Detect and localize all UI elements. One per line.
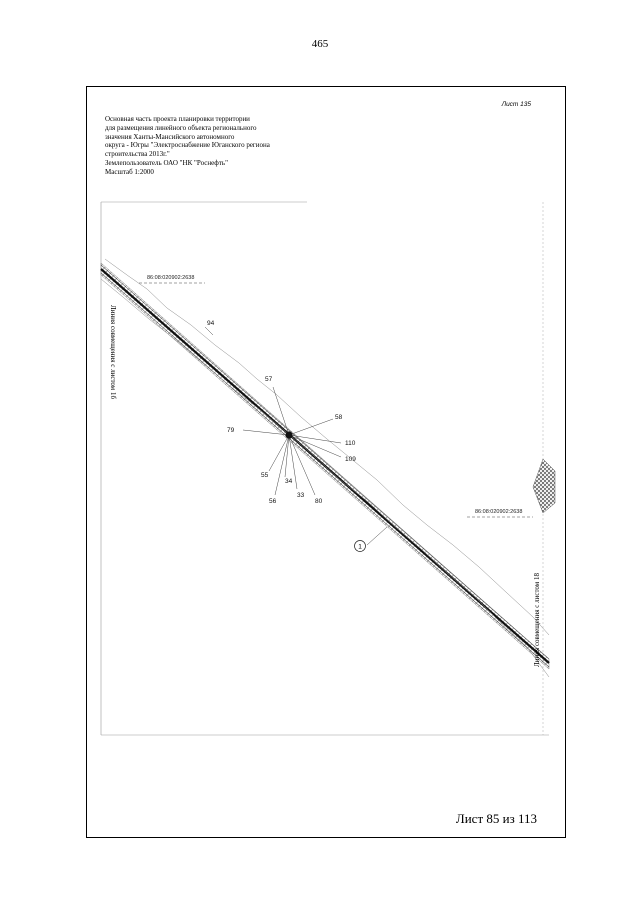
point-label-79: 79 [227,427,235,434]
parcel-boundary [101,279,549,677]
point-label-94: 94 [207,320,215,327]
point-label-80: 80 [315,498,323,505]
title-line: строительства 2013г." [105,150,170,159]
object-marker-label: 1 [358,543,362,551]
node-point [285,431,292,438]
sheet-label: Лист 135 [501,101,531,108]
parcel-boundary [105,259,549,635]
hatched-area [533,459,555,513]
point-label-58: 58 [335,414,343,421]
title-line: Землепользователь ОАО "НК "Роснефть" [105,158,228,167]
point-label-56: 56 [269,498,277,505]
sheet-counter: Лист 85 из 113 [455,811,537,826]
point-label-34: 34 [285,478,293,485]
object-marker [355,527,388,552]
match-line-left: Линия совмещения с листом 1б [109,305,117,400]
survey-node [205,327,341,495]
point-label-57: 57 [265,376,273,383]
point-label-110: 110 [345,440,356,447]
title-line: значения Ханты-Мансийского автономного [105,132,235,141]
parcel-number-right: 86:08:020902:2638 [475,509,523,515]
parcel-number-top: 86:08:020902:2638 [147,275,195,281]
match-line-right: Линия совмещения с листом 18 [533,573,541,667]
corridor-edge-lower [101,273,549,667]
page-number: 465 [311,38,329,50]
corridor-edge-upper [101,265,549,659]
point-label-33: 33 [297,492,305,499]
corridor [101,259,555,677]
point-label-55: 55 [261,472,269,479]
point-label-109: 109 [345,456,356,463]
scale-line: Масштаб 1:2000 [105,167,154,176]
title-line: Основная часть проекта планировки территории [105,115,250,123]
sheet-frame [86,86,566,838]
title-line: округа - Югры "Электроснабжение Юганского региона [105,141,270,150]
map-drawing [87,87,567,839]
title-line: для размещения линейного объекта регионального [105,123,257,132]
